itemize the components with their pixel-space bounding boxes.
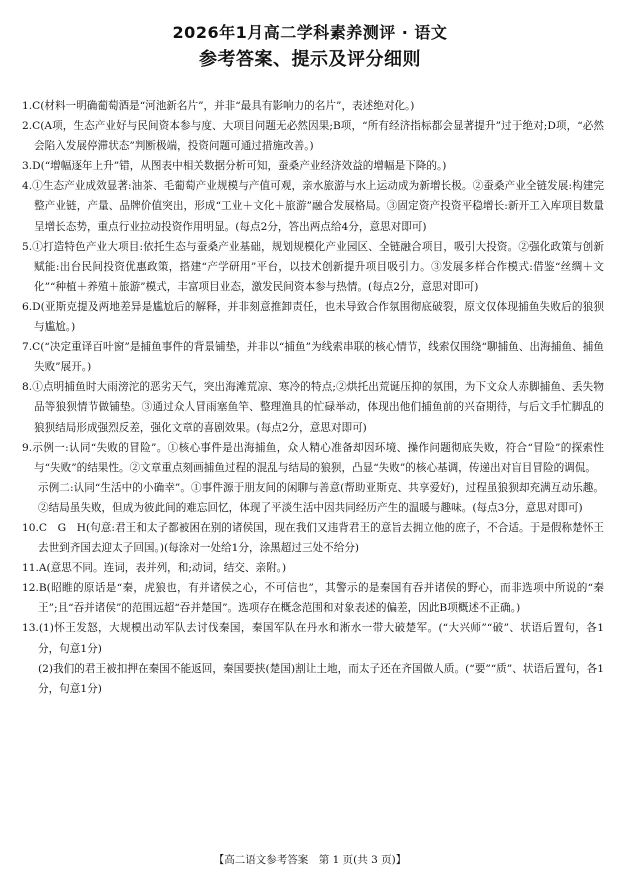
answer-item: 5.①打造特色产业大项目:依托生态与蚕桑产业基础，规划规模化产业园区、全链融合项目，吸引大投资。②强化政策与创新赋能:出台民间投资优惠政策，搭建“产学研用”平台，以技术创新提升项目吸引力。③发展多样合作模式:借鉴“丝绸＋文化”“种植＋养殖＋旅游”模式，丰富项目业态，激发民间资本参与热情。(每点2分，意思对即可) <box>22 240 604 293</box>
answer-item: 2.C(A项，生态产业好与民间资本参与度、大项目问题无必然因果;B项，“所有经济指标都会显著提升”过于绝对;D项，“必然会陷入发展停滞状态”判断极端，投资问题可通过措施改善。) <box>22 120 604 153</box>
answer-item: 7.C(“决定重译百叶窗”是捕鱼事件的背景铺垫，并非以“捕鱼”为线索串联的核心情节，线索仅围绕“聊捕鱼、出海捕鱼、捕鱼失败”展开。) <box>22 341 604 374</box>
answer-item: 4.①生态产业成效显著:油茶、毛葡萄产业规模与产值可观，亲水旅游与水上运动成为新增长极。②蚕桑产业全链发展:构建完整产业链，产量、品牌价值突出，形成“工业＋文化＋旅游”融合发展格局。③固定资产投资平稳增长:新开工入库项目数量呈增长态势，重点行业拉动投资作用明显。(每点2分，答出两点给4分，意思对即可) <box>22 180 604 233</box>
page-footer: 【高二语文参考答案 第 1 页(共 3 页)】 <box>213 854 407 866</box>
answer-item: 3.D(“增幅逐年上升”错，从图表中相关数据分析可知，蚕桑产业经济效益的增幅是下降的。) <box>22 160 447 173</box>
answer-subitem: 示例二:认同“生活中的小确幸”。①事件源于朋友间的闲聊与善意(帮助亚斯克、共享爱好)，过程虽狼狈却充满互动乐趣。②结局虽失败，但成为彼此间的难忘回忆，体现了平淡生活中因共同经历产生的温暖与趣味。(每点3分，意思对即可) <box>38 481 604 514</box>
answer-item: 6.D(亚斯克提及两地差异是尴尬后的解释，并非刻意推卸责任，也未导致合作氛围彻底破裂，原文仅体现捕鱼失败后的狼狈与尴尬。) <box>22 300 604 334</box>
answer-subitem: (2)我们的君王被扣押在秦国不能返回，秦国要挟(楚国)割让土地，而太子还在齐国做人质。(“要”“质”、状语后置句，各1分，句意1分) <box>38 662 604 695</box>
answer-item: 1.C(材料一明确葡萄酒是“河池新名片”，并非“最具有影响力的名片”，表述绝对化。) <box>22 100 415 112</box>
answer-item: 8.①点明捕鱼时大雨滂沱的恶劣天气，突出海滩荒凉、寒冷的特点;②烘托出荒诞压抑的氛围，为下文众人赤脚捕鱼、丢失物品等狼狈情节做铺垫。③通过众人冒雨塞鱼竿、整理渔具的忙碌举动，体现出他们捕鱼前的兴奋期待，与后文手忙脚乱的狼狈结局形成强烈反差，强化文章的喜剧效果。(每点2分，意思对即可) <box>22 381 604 434</box>
answer-item: 9.示例一:认同“失败的冒险”。①核心事件是出海捕鱼，众人精心准备却因环境、操作问题彻底失败，符合“冒险”的探索性与“失败”的结果性。②文章重点刻画捕鱼过程的混乱与结局的狼狈，凸显“失败”的核心基调，传递出对盲目冒险的调侃。 <box>22 441 604 474</box>
exam-title: 2026年1月高二学科素养测评 · 语文 <box>172 23 448 42</box>
answer-item: 11.A(意思不同。连词，表并列，和;动词，结交、亲附。) <box>22 562 287 575</box>
answer-list <box>22 96 604 699</box>
answer-item: 13.(1)怀王发怒，大规模出动军队去讨伐秦国，秦国军队在丹水和淅水一带大破楚军。(“大兴师”“破”、状语后置句，各1分，句意1分) <box>22 622 604 655</box>
exam-subtitle: 参考答案、提示及评分细则 <box>199 49 421 70</box>
answer-item: 10.C G H(句意:君王和太子都被困在别的诸侯国，现在我们又违背君王的意旨去拥立他的庶子，不合适。于是假称楚怀王去世到齐国去迎太子回国。)(每涂对一处给1分，涂黑超过三处不给分) <box>22 521 604 555</box>
answer-item: 12.B(昭睢的原话是“秦，虎狼也，有并诸侯之心，不可信也”，其警示的是秦国有吞并诸侯的野心，而非选项中所说的“秦王”;且“吞并诸侯”的范围远超“吞并楚国”。选项存在概念范围和对象表述的偏差，因此B项概述不正确。) <box>22 582 604 615</box>
